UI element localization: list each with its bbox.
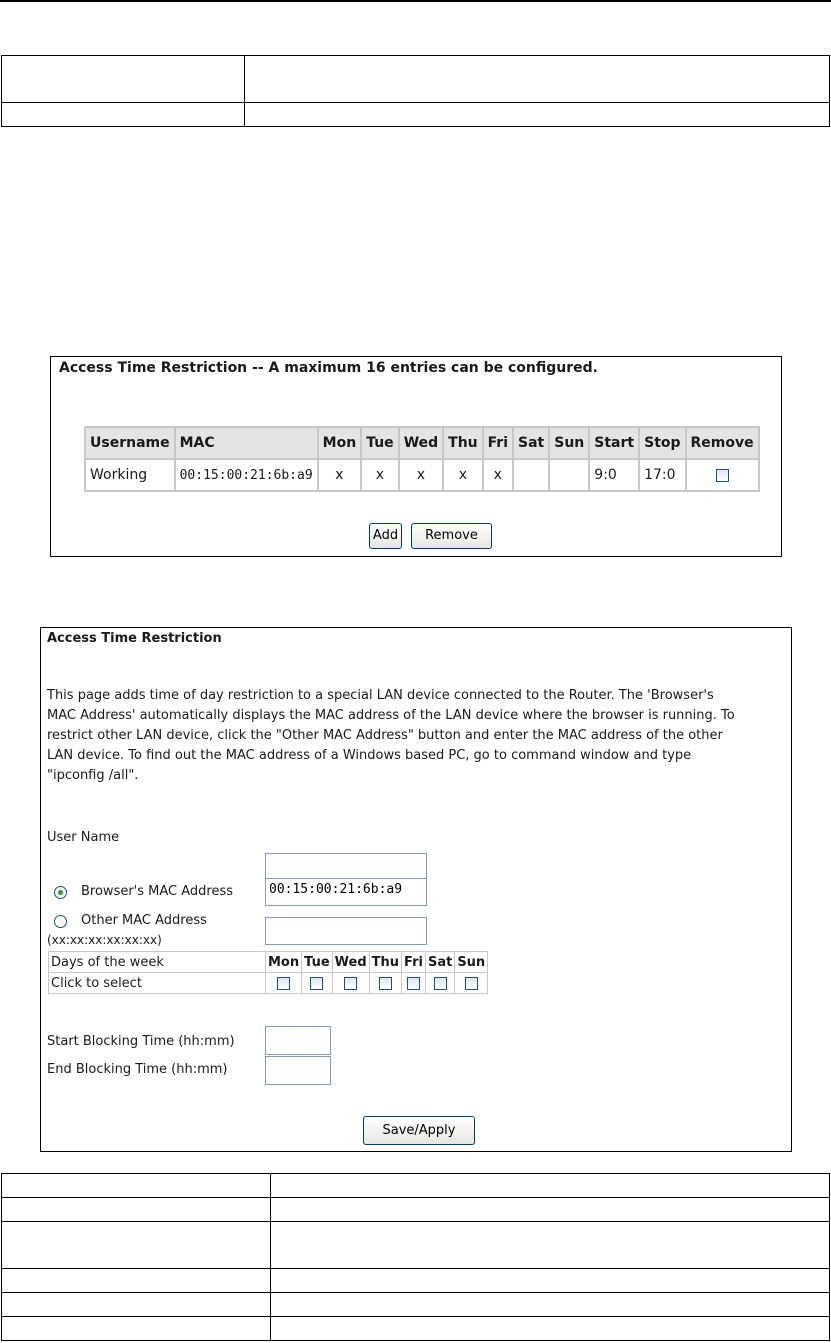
days-table — [48, 951, 488, 994]
sat-checkbox[interactable] — [434, 977, 447, 990]
description-line: restrict other LAN device, click the "Other MAC Address" button and enter the MAC address of the other — [47, 728, 723, 743]
doc-cell — [1, 1292, 271, 1317]
other-mac-label: Other MAC Address — [81, 913, 207, 928]
browser-mac-input[interactable]: 00:15:00:21:6b:a9 — [265, 878, 427, 906]
row-thu: x — [443, 459, 482, 491]
col-mac: MAC — [175, 427, 318, 459]
row-wed: x — [399, 459, 443, 491]
add-button[interactable]: Add — [369, 523, 402, 549]
col-start: Start — [589, 427, 639, 459]
remove-button[interactable]: Remove — [411, 523, 492, 549]
doc-cell — [270, 1292, 830, 1317]
browser-mac-label: Browser's MAC Address — [81, 884, 234, 899]
remove-checkbox[interactable] — [716, 469, 729, 482]
col-fri: Fri — [483, 427, 513, 459]
user-name-label: User Name — [47, 830, 120, 845]
doc-cell — [1, 1316, 271, 1341]
day-mon: Mon — [266, 952, 302, 973]
start-time-label: Start Blocking Time (hh:mm) — [47, 1034, 235, 1049]
doc-cell — [1, 1268, 271, 1293]
doc-cell — [1, 55, 245, 103]
row-sun — [549, 459, 589, 491]
day-sun: Sun — [455, 952, 488, 973]
col-thu: Thu — [443, 427, 482, 459]
doc-cell — [270, 1221, 830, 1269]
col-mon: Mon — [318, 427, 362, 459]
days-label: Days of the week — [49, 952, 266, 973]
end-time-input[interactable] — [265, 1056, 331, 1085]
description-line: LAN device. To find out the MAC address of a Windows based PC, go to command window and type — [47, 748, 692, 763]
doc-cell — [270, 1197, 830, 1222]
table-header-row — [85, 427, 759, 459]
doc-cell — [270, 1173, 830, 1198]
save-apply-button[interactable]: Save/Apply — [363, 1116, 475, 1145]
day-fri: Fri — [402, 952, 426, 973]
top-rule — [0, 0, 831, 2]
other-mac-radio[interactable] — [54, 915, 67, 928]
thu-checkbox[interactable] — [379, 977, 392, 990]
col-username: Username — [85, 427, 175, 459]
days-select-row — [49, 973, 488, 994]
row-sat — [513, 459, 549, 491]
days-header-row — [49, 952, 488, 973]
day-wed: Wed — [332, 952, 369, 973]
fri-checkbox[interactable] — [407, 977, 420, 990]
access-form-panel — [40, 627, 792, 1152]
col-sun: Sun — [549, 427, 589, 459]
col-tue: Tue — [361, 427, 398, 459]
form-title: Access Time Restriction — [47, 631, 222, 646]
col-sat: Sat — [513, 427, 549, 459]
row-mac: 00:15:00:21:6b:a9 — [175, 459, 318, 491]
description-line: This page adds time of day restriction to a special LAN device connected to the Router. The 'Browser's — [47, 688, 714, 703]
tue-checkbox[interactable] — [310, 977, 323, 990]
table-row — [85, 459, 759, 491]
sun-checkbox[interactable] — [465, 977, 478, 990]
day-tue: Tue — [302, 952, 333, 973]
col-wed: Wed — [399, 427, 443, 459]
other-mac-hint: (xx:xx:xx:xx:xx:xx) — [47, 933, 162, 947]
access-list-table — [84, 426, 760, 492]
access-list-panel — [50, 356, 782, 557]
other-mac-input[interactable] — [265, 917, 427, 945]
doc-cell — [270, 1268, 830, 1293]
doc-cell — [270, 1316, 830, 1341]
mon-checkbox[interactable] — [277, 977, 290, 990]
row-username: Working — [85, 459, 175, 491]
doc-cell — [1, 1197, 271, 1222]
day-sat: Sat — [425, 952, 454, 973]
description-line: "ipconfig /all". — [47, 768, 139, 783]
day-thu: Thu — [369, 952, 401, 973]
access-list-heading: Access Time Restriction -- A maximum 16 entries can be configured. — [59, 360, 598, 376]
col-remove: Remove — [686, 427, 759, 459]
row-start: 9:0 — [589, 459, 639, 491]
end-time-label: End Blocking Time (hh:mm) — [47, 1062, 228, 1077]
col-stop: Stop — [639, 427, 685, 459]
doc-cell — [244, 102, 830, 127]
row-mon: x — [318, 459, 362, 491]
click-label: Click to select — [49, 973, 266, 994]
row-stop: 17:0 — [639, 459, 685, 491]
start-time-input[interactable] — [265, 1026, 331, 1055]
doc-cell — [1, 1173, 271, 1198]
description-line: MAC Address' automatically displays the MAC address of the LAN device where the browser is running. To — [47, 708, 735, 723]
doc-cell — [1, 102, 245, 127]
doc-cell — [244, 55, 830, 103]
browser-mac-radio[interactable] — [54, 886, 67, 899]
row-remove-cell — [686, 459, 759, 491]
doc-cell — [1, 1221, 271, 1269]
row-tue: x — [361, 459, 398, 491]
form-description — [47, 686, 791, 786]
wed-checkbox[interactable] — [344, 977, 357, 990]
row-fri: x — [483, 459, 513, 491]
